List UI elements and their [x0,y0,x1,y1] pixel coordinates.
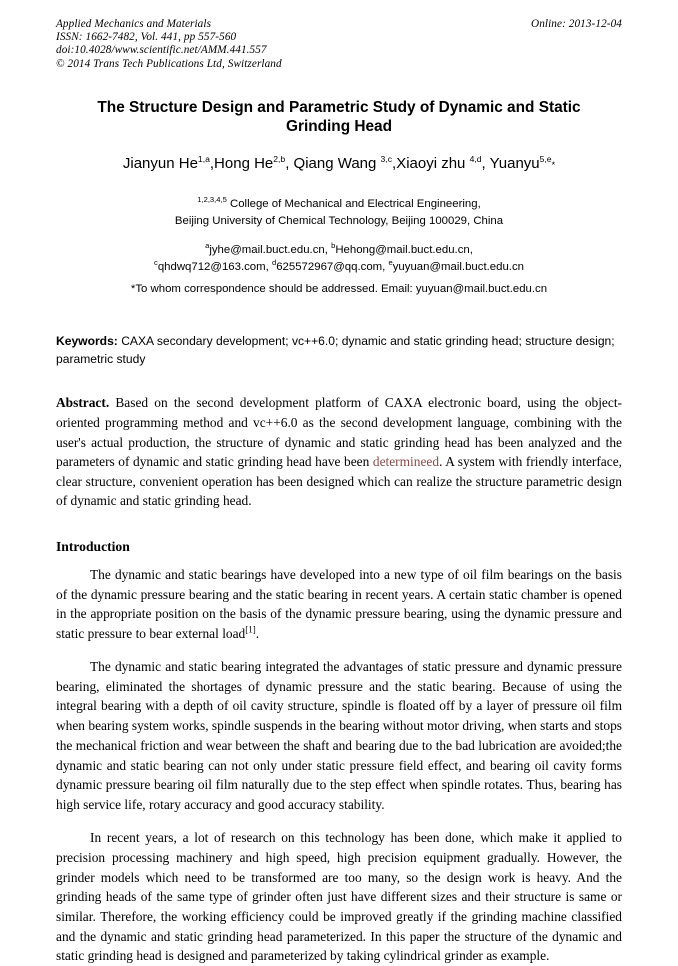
intro-paragraph-1-tail: . [255,625,260,641]
journal-doi: doi:10.4028/www.scientific.net/AMM.441.557 [56,44,267,57]
email-marker: c [154,258,158,268]
author-name: Jianyun He [122,154,198,172]
affiliation-block [56,196,622,231]
abstract-label: Abstract. [56,395,110,411]
email-marker: b [331,241,336,251]
keywords-text: CAXA secondary development; vc++6.0; dynamic and static grinding head; structure design; parametric study [56,334,615,367]
author-name: Qiang Wang [293,154,381,172]
email-line-1 [56,242,622,260]
journal-header-left [56,18,486,71]
abstract-text-first: Based on the second development platform of CAXA electronic board, using the object-oriented programming method and vc++6.0 as the second development language, combining with the user's actual production, the structure of dynamic and static grinding head has been analyzed and the parameters of dynamic and static grinding head have been [56,395,622,470]
affiliation-line-1 [56,196,622,214]
author-separator: , [392,154,397,172]
affiliation-line-2: Beijing University of Chemical Technology, Beijing 100029, China [174,215,504,228]
affiliation-marker: 1,2,3,4,5 [197,195,227,205]
email-marker: e [388,258,393,268]
author-name: Hong He [214,154,274,172]
author-name: Yuanyu [489,154,540,172]
corresponding-author-note: *To whom correspondence should be addressed. Email: yuyuan@mail.buct.edu.cn [130,282,548,295]
email-address: jyhe@mail.buct.edu.cn [209,243,325,256]
section-heading-introduction: Introduction [56,538,130,554]
corresponding-author-marker: * [551,159,556,170]
email-address: yuyuan@mail.buct.edu.cn [392,261,524,274]
abstract-text-last: . A system with friendly interface, clear structure, convenient operation has been designed which can realize the structure parametric design of dynamic and static grinding head. [56,454,622,509]
author-list [56,155,622,174]
author-affiliation-marker: 4,d [469,153,482,164]
email-separator: , [324,243,332,256]
journal-issn-volume: ISSN: 1662-7482, Vol. 441, pp 557-560 [56,31,237,44]
journal-name: Applied Mechanics and Materials [56,18,212,30]
keywords-block [56,332,622,368]
keywords-label: Keywords: [56,334,118,349]
page-title: The Structure Design and Parametric Study of Dynamic and Static Grinding Head [97,98,581,135]
intro-paragraph-1 [56,565,622,644]
journal-copyright: © 2014 Trans Tech Publications Ltd, Switzerland [56,57,282,70]
email-marker: d [271,258,277,268]
author-affiliation-marker: 3,c [380,153,393,164]
journal-header [56,18,622,71]
email-separator: , [265,261,272,274]
intro-paragraph-1-text: The dynamic and static bearings have developed into a new type of oil film bearings on the basis of the dynamic pressure bearing and the static bearing in recent years. A certain static chamber is opened in the appropriate position on the basis of the dynamic pressure bearing, using the dynamic pressure and static pressure to bear external load [56,566,622,641]
author-affiliation-marker: 2,b [273,153,286,164]
author-list-content [123,155,555,172]
author-affiliation-marker: 1,a [197,153,210,164]
email-address: 625572967@qq.com [276,261,383,274]
abstract-flagged-word: determineed [372,454,440,470]
affiliation-department: College of Mechanical and Electrical Engineering, [226,197,481,210]
email-marker: a [205,241,210,251]
intro-paragraph-3: In recent years, a lot of research on this technology has been done, which make it applied to precision processing machinery and high speed, high precision equipment gradually. However, the grinder models which need to be transformed are too many, so the design work is heavy. And the grinding heads of the same type of grinder often just have different sizes and their structure is same or similar. Therefore, the working efficiency could be improved greatly if the grinding machine classified and the dynamic and static grinding head parameterized. In this paper the structure of the dynamic and static grinding head is designed and parameterized by taking cylindrical grinder as example. [56,830,622,964]
email-address: qhdwq712@163.com [157,261,266,274]
author-separator: , [481,154,490,172]
citation-reference-1: [1] [245,624,256,635]
intro-paragraph-2: The dynamic and static bearing integrated the advantages of static pressure and dynamic pressure bearing, eliminated the shortages of dynamic pressure and the static bearing. Because of using the integral bearing with a depth of oil cavity structure, spindle is floated off by a layer of pressure oil film when bearing system works, spindle suspends in the bearing without motor driving, when starts and stops the mechanical friction and wear between the shaft and bearing due to the bad lubrication are avoided;the dynamic and static bearing can not only under static pressure field effect, and bearing oil cavity forms dynamic pressure bearing oil film naturally due to the step effect when spindle rotates. Thus, bearing has high service life, rotary accuracy and good accuracy stability. [56,659,622,812]
author-name: Xiaoyi zhu [396,154,470,172]
email-separator: , [382,261,389,274]
author-separator: , [209,154,215,172]
online-publication-date: Online: 2013-12-04 [531,18,622,30]
email-address: Hehong@mail.buct.edu.cn, [335,243,473,256]
abstract-block [56,393,622,511]
author-affiliation-marker: 5,e [539,153,552,164]
email-block [56,242,622,277]
author-separator: , [285,154,294,172]
email-line-2 [56,259,622,277]
